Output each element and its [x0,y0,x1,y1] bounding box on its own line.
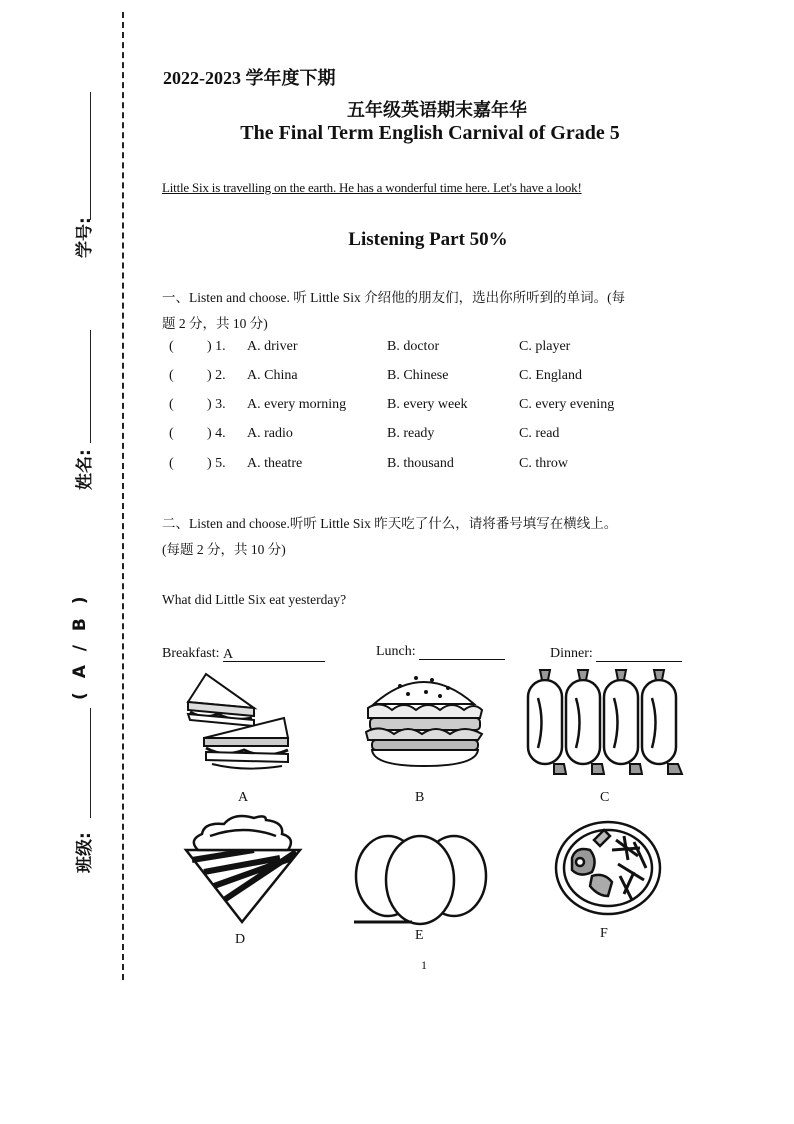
question-number: ) 4. [207,426,226,441]
section1-instruction-cont: 题 2 分，共 10 分) [162,316,268,331]
lunch-label: Lunch: [376,644,416,659]
part-title: Listening Part 50% [348,229,508,250]
breakfast-field [162,646,325,662]
breakfast-blank[interactable] [223,647,325,662]
option-b: B. thousand [387,456,454,471]
answer-paren[interactable]: ( [169,397,174,412]
question-number: ) 3. [207,397,226,412]
class-blank [90,708,91,818]
name-blank [90,330,91,443]
ice-cream-icon [184,810,302,926]
option-c: C. throw [519,456,568,471]
binding-dashed-line [122,12,124,980]
eggs-icon [352,830,492,930]
picture-letter: C [600,790,610,805]
picture-letter: D [235,932,246,947]
food-question: What did Little Six eat yesterday? [162,592,347,607]
picture-letter: B [415,790,425,805]
lunch-field [376,644,505,660]
section1-instruction: 一、Listen and choose. 听 Little Six 介绍他的朋友们，选出你所听到的单词。(每 [162,290,626,305]
name-label: 姓名: [75,449,95,490]
option-b: B. Chinese [387,368,449,383]
question-number: ) 1. [207,339,226,354]
year-term: 2022-2023 学年度下期 [163,68,336,88]
sausages-icon [524,668,688,778]
option-a: A. China [247,368,298,383]
breakfast-answer: A [223,647,234,662]
lunch-blank[interactable] [419,645,505,660]
answer-paren[interactable]: ( [169,426,174,441]
question-number: ) 5. [207,456,226,471]
option-b: B. every week [387,397,468,412]
picture-letter: A [238,790,249,805]
dinner-blank[interactable] [596,647,682,662]
intro-text: Little Six is travelling on the earth. He has a wonderful time here. Let's have a look! [162,180,582,195]
plate-of-food-icon [554,820,664,916]
section2-instruction: 二、Listen and choose.听听 Little Six 昨天吃了什么，请将番号填写在横线上。 [162,516,618,531]
question-number: ) 2. [207,368,226,383]
dinner-label: Dinner: [550,646,593,661]
hamburger-icon [360,664,488,770]
answer-paren[interactable]: ( [169,456,174,471]
dinner-field [550,646,682,662]
option-a: A. theatre [247,456,303,471]
sandwich-icon [184,668,304,778]
option-c: C. player [519,339,571,354]
option-a: A. every morning [247,397,347,412]
ab-label: ( A / B ) [70,592,90,700]
breakfast-label: Breakfast: [162,646,220,661]
option-a: A. radio [247,426,293,441]
option-c: C. read [519,426,560,441]
option-b: B. ready [387,426,435,441]
answer-paren[interactable]: ( [169,368,174,383]
answer-paren[interactable]: ( [169,339,174,354]
option-b: B. doctor [387,339,440,354]
option-a: A. driver [247,339,298,354]
page-number: 1 [421,958,427,972]
option-c: C. every evening [519,397,615,412]
title-cn: 五年级英语期末嘉年华 [347,100,527,121]
student-no-label: 学号: [75,217,95,258]
picture-letter: F [600,926,608,941]
title-en: The Final Term English Carnival of Grade 5 [240,122,620,144]
option-c: C. England [519,368,582,383]
class-label: 班级: [75,832,95,873]
section2-instruction-cont: (每题 2 分，共 10 分) [162,542,286,557]
picture-letter: E [415,928,424,943]
